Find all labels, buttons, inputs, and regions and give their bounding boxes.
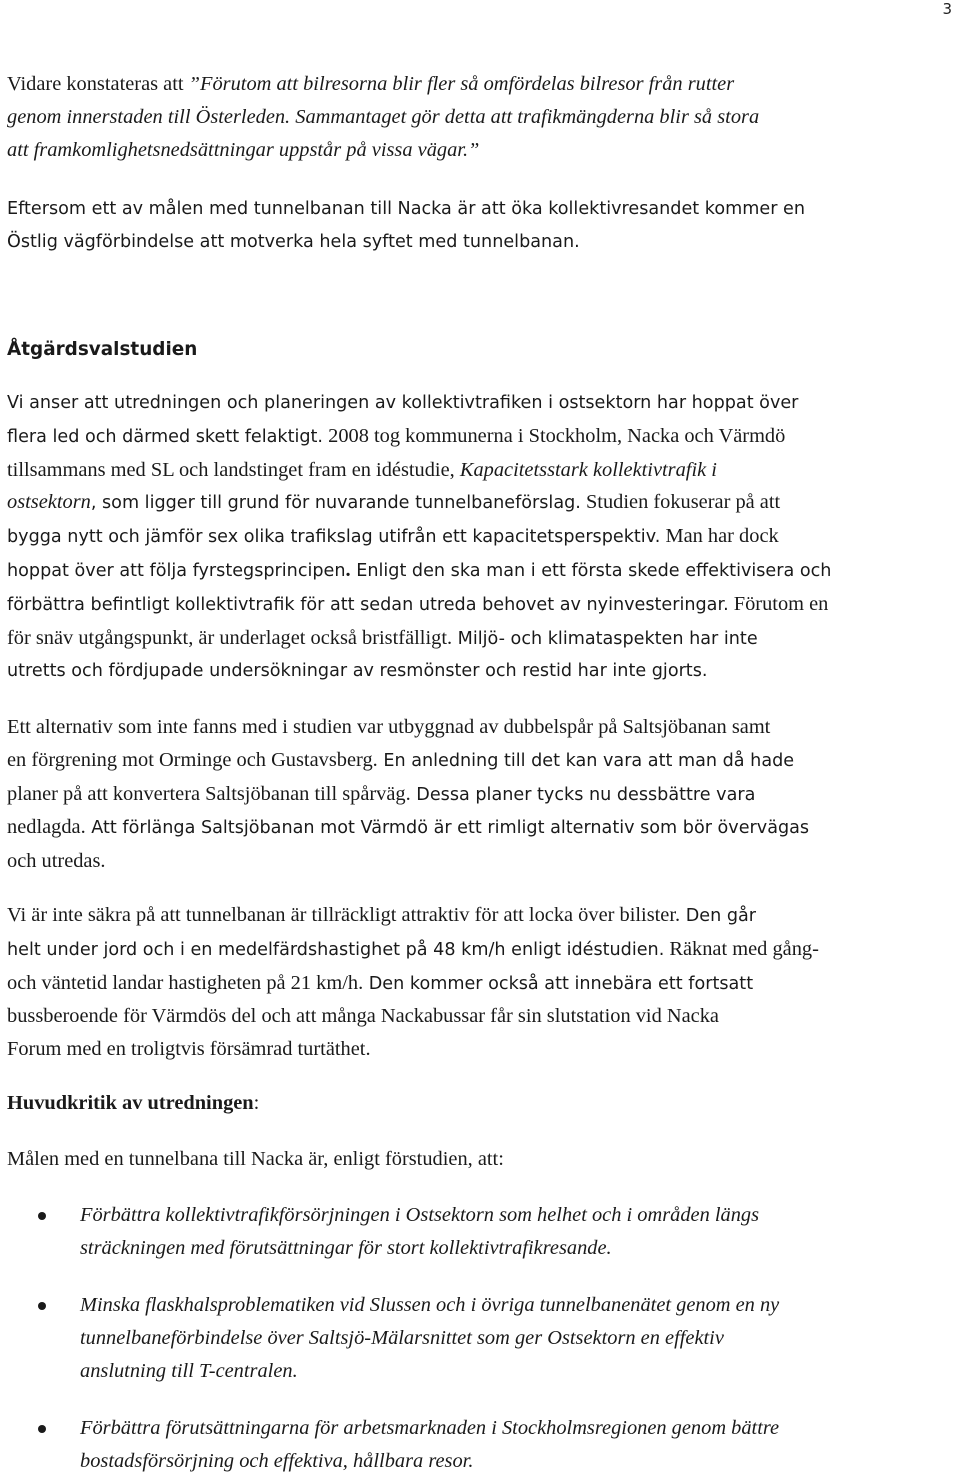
text-line	[7, 520, 831, 554]
text-span: planer på att konvertera Saltsjöbanan till spårväg.	[7, 782, 411, 805]
text-span: för snäv utgångspunkt, är underlaget också bristfälligt.	[7, 626, 453, 649]
text-line	[7, 486, 831, 520]
text-line	[7, 68, 759, 101]
bullet-icon	[38, 1425, 46, 1433]
text-span: helt under jord och i en medelfärdshastighet på 48 km/h enligt idéstudien.	[7, 939, 665, 960]
text-span: Vi är inte säkra på att tunnelbanan är tillräckligt attraktiv för att locka över bilister.	[7, 904, 681, 926]
text-line: anslutning till T-centralen.	[80, 1359, 298, 1382]
text-span: en förgrening mot Orminge och Gustavsberg.	[7, 748, 378, 771]
critique-heading	[7, 1087, 259, 1120]
bullet-icon	[38, 1212, 46, 1220]
critique-heading-colon: :	[253, 1092, 260, 1114]
text-span: Dessa planer tycks nu dessbättre vara	[410, 784, 756, 805]
section-heading: Åtgärdsvalstudien	[7, 339, 198, 360]
text-line: och utredas.	[7, 850, 106, 873]
text-span: bygga nytt och jämför sex olika trafikslag utifrån ett kapacitetsperspektiv.	[7, 527, 661, 548]
quote-line: genom innerstaden till Österleden. Sammantaget gör detta att trafikmängderna blir så stora	[7, 105, 760, 128]
text-span: Studien fokuserar på att	[580, 491, 781, 514]
text-span: Enligt den ska man i ett första skede effektivisera och	[350, 560, 832, 581]
paragraph-quote	[7, 68, 759, 166]
text-span: och väntetid landar hastigheten på 21 km/h.	[7, 971, 364, 994]
study-title: ostsektorn	[7, 491, 91, 514]
paragraph-vi-anser	[7, 387, 831, 688]
text-line: Förbättra förutsättningarna för arbetsmarknaden i Stockholmsregionen genom bättre	[80, 1417, 780, 1439]
text-span: Den går	[680, 906, 757, 926]
text-line	[7, 744, 809, 778]
list-item	[7, 1412, 779, 1478]
text-line	[7, 554, 831, 588]
text-line: sträckningen med förutsättningar för stort kollektivtrafikresande.	[80, 1236, 612, 1259]
text-line: Förbättra kollektivtrafikförsörjningen i Ostsektorn som helhet och i områden längs	[80, 1204, 760, 1226]
text-span: Att förlänga Saltsjöbanan mot Värmdö är ett rimligt alternativ som bör övervägas	[85, 818, 810, 839]
text-span: tillsammans med SL och landstinget fram en idéstudie,	[7, 458, 460, 481]
text-line: utretts och fördjupade undersökningar av resmönster och restid har inte gjorts.	[7, 661, 708, 682]
text-span: Man har dock	[660, 525, 779, 548]
text-line: Eftersom ett av målen med tunnelbanan till Nacka är att öka kollektivresandet kommer en	[7, 199, 806, 219]
text-line: bostadsförsörjning och effektiva, hållbara resor.	[80, 1449, 474, 1472]
text-line: tunnelbaneförbindelse över Saltsjö-Mälarsnittet som ger Ostsektorn en effektiv	[80, 1326, 724, 1349]
text-line: Minska flaskhalsproblematiken vid Slussen och i övriga tunnelbanenätet genom en ny	[80, 1294, 780, 1316]
study-title: Kapacitetsstark kollektivtrafik i	[459, 458, 717, 481]
text-line	[7, 588, 831, 622]
text-span: Den kommer också att innebära ett fortsatt	[363, 973, 754, 994]
paragraph-vi-ar-inte	[7, 899, 819, 1066]
text-span: förbättra befintligt kollektivtrafik för att sedan utreda behovet av nyinvesteringar.	[7, 594, 729, 615]
text-line	[7, 933, 819, 967]
quote-intro: Vidare konstateras att	[7, 73, 189, 95]
text-span: En anledning till det kan vara att man då hade	[377, 750, 795, 771]
quote-text: ”Förutom att bilresorna blir fler så omfördelas bilresor från rutter	[188, 73, 735, 95]
paragraph-malen	[7, 1143, 504, 1176]
text-line	[7, 967, 819, 1001]
text-line: Vi anser att utredningen och planeringen av kollektivtrafiken i ostsektorn har hoppat över	[7, 393, 799, 413]
list-item	[7, 1199, 759, 1265]
text-line	[7, 420, 831, 454]
text-line	[7, 811, 809, 845]
text-line: bussberoende för Värmdös del och att många Nackabussar får sin slutstation vid Nacka	[7, 1005, 719, 1028]
text-line: Forum med en troligtvis försämrad turtäthet.	[7, 1038, 371, 1061]
text-span: .	[345, 558, 351, 581]
critique-heading-text: Huvudkritik av utredningen	[7, 1092, 254, 1114]
text-line	[7, 622, 831, 656]
text-span: Miljö- och klimataspekten har inte	[452, 628, 758, 649]
text-span: , som ligger till grund för nuvarande tunnelbaneförslag.	[90, 493, 581, 514]
paragraph-ett-alternativ	[7, 711, 809, 878]
quote-line: att framkomlighetsnedsättningar uppstår på vissa vägar.”	[7, 138, 480, 161]
text-span: Förutom en	[728, 592, 829, 615]
text-span: nedlagda.	[7, 816, 86, 839]
bullet-icon	[38, 1302, 46, 1310]
text-line: Målen med en tunnelbana till Nacka är, enligt förstudien, att:	[7, 1148, 504, 1170]
paragraph-eftersom	[7, 193, 805, 259]
text-span: 2008 tog kommunerna i Stockholm, Nacka och Värmdö	[323, 424, 786, 447]
text-line	[7, 778, 809, 812]
text-line: Ett alternativ som inte fanns med i studien var utbyggnad av dubbelspår på Saltsjöbanan samt	[7, 716, 771, 738]
text-span: flera led och därmed skett felaktigt.	[7, 426, 324, 447]
text-span: hoppat över att följa fyrstegsprincipen	[7, 560, 346, 581]
list-item	[7, 1289, 779, 1387]
text-line	[7, 899, 819, 933]
text-line	[7, 454, 831, 487]
page-number: 3	[942, 0, 952, 18]
text-line: Östlig vägförbindelse att motverka hela syftet med tunnelbanan.	[7, 231, 580, 252]
text-span: Räknat med gång-	[664, 937, 819, 960]
